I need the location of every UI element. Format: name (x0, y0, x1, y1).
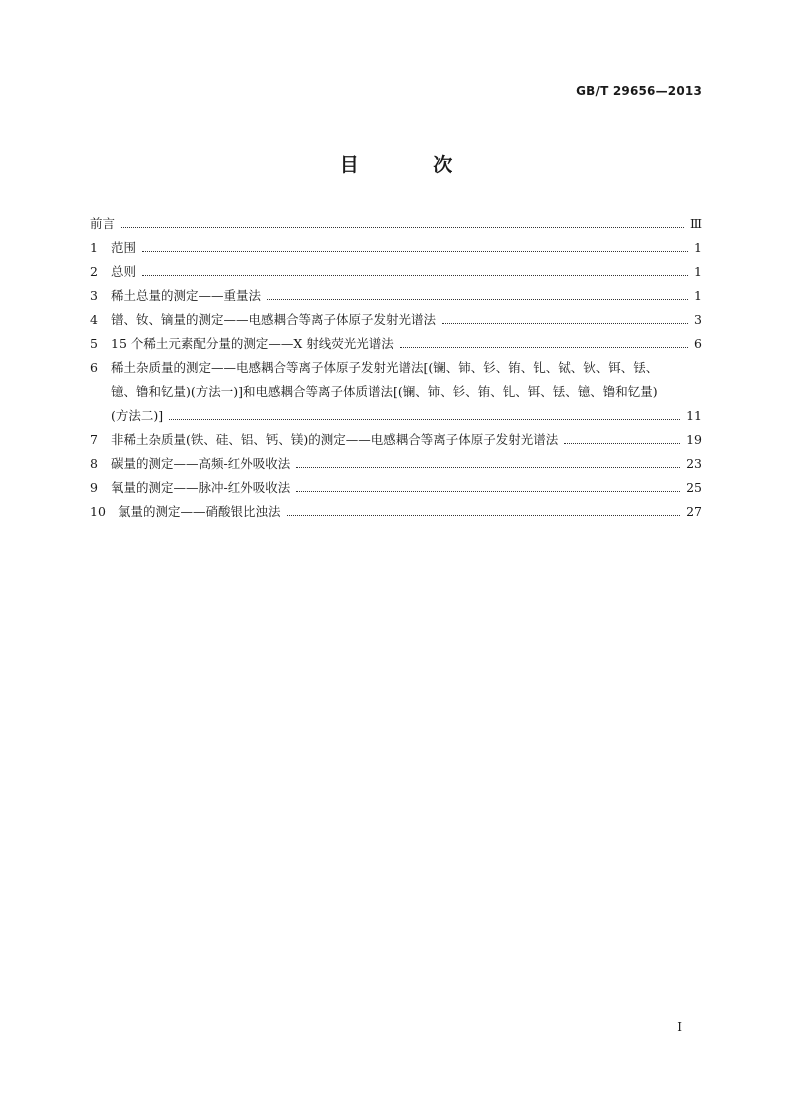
toc-entry-page: 1 (694, 264, 702, 279)
toc-entry-7[interactable] (90, 428, 702, 452)
toc-entry-page: 27 (686, 504, 702, 519)
toc-leader-dots (267, 299, 688, 300)
toc-leader-dots (296, 467, 680, 468)
toc-entry-title: 前言 (90, 216, 116, 231)
toc-leader-dots (296, 491, 680, 492)
toc-entry-title: 15 个稀土元素配分量的测定——X 射线荧光光谱法 (111, 336, 394, 351)
toc-entry-title: 总则 (111, 264, 137, 279)
toc-entry-title: 稀土总量的测定——重量法 (111, 288, 262, 303)
toc-entry-title: 范围 (111, 240, 137, 255)
toc-entry-title: 非稀土杂质量(铁、硅、铝、钙、镁)的测定——电感耦合等离子体原子发射光谱法 (111, 432, 559, 447)
toc-entry-number: 9 (90, 480, 98, 495)
toc-leader-dots (142, 275, 688, 276)
toc-entry-page: 23 (686, 456, 702, 471)
toc-entry-number: 4 (90, 312, 98, 327)
toc-leader-dots (142, 251, 688, 252)
toc-leader-dots (400, 347, 688, 348)
toc-entry-10[interactable] (90, 500, 702, 524)
toc-leader-dots (169, 419, 680, 420)
toc-entry-number: 2 (90, 264, 98, 279)
toc-entry-9[interactable] (90, 476, 702, 500)
toc-entry-title: 碳量的测定——高频-红外吸收法 (111, 456, 291, 471)
toc-leader-dots (564, 443, 680, 444)
toc-entry-foreword[interactable] (90, 212, 702, 236)
toc-entry-page: 25 (686, 480, 702, 495)
toc-leader-dots (121, 227, 684, 228)
toc-entry-number: 5 (90, 336, 98, 351)
toc-entry-page: Ⅲ (689, 216, 702, 231)
toc-entry-3[interactable] (90, 284, 702, 308)
toc-title: 目 次 (339, 154, 487, 176)
toc-entry-number: 1 (90, 240, 98, 255)
toc-entry-title: 氧量的测定——脉冲-红外吸收法 (111, 480, 291, 495)
toc-entry-number: 6 (90, 360, 98, 375)
toc-leader-dots (442, 323, 688, 324)
toc-entry-page: 6 (694, 336, 702, 351)
toc-entry-page: 1 (694, 240, 702, 255)
toc-entry-6[interactable] (90, 356, 702, 428)
toc-entry-page: 11 (686, 408, 702, 423)
toc-entry-8[interactable] (90, 452, 702, 476)
toc-entry-2[interactable] (90, 260, 702, 284)
toc-entry-page: 3 (694, 312, 702, 327)
toc-entry-title-line-3: (方法二)] (111, 408, 164, 423)
toc-entry-4[interactable] (90, 308, 702, 332)
toc-entry-number: 10 (90, 504, 106, 519)
toc-leader-dots (287, 515, 681, 516)
toc-entry-1[interactable] (90, 236, 702, 260)
toc-entry-title: 镨、钕、镝量的测定——电感耦合等离子体原子发射光谱法 (111, 312, 437, 327)
page-number: I (677, 1020, 682, 1034)
table-of-contents (90, 212, 702, 524)
toc-entry-number: 8 (90, 456, 98, 471)
toc-entry-page: 1 (694, 288, 702, 303)
toc-entry-number: 7 (90, 432, 98, 447)
standard-code: GB/T 29656—2013 (576, 84, 702, 98)
toc-entry-number: 3 (90, 288, 98, 303)
toc-entry-5[interactable] (90, 332, 702, 356)
toc-entry-title-line-1: 稀土杂质量的测定——电感耦合等离子体原子发射光谱法[(镧、铈、钐、铕、钆、铽、钬、铒、铥、 (111, 360, 659, 375)
toc-entry-title: 氯量的测定——硝酸银比浊法 (118, 504, 281, 519)
toc-entry-page: 19 (686, 432, 702, 447)
toc-entry-title-line-2: 镱、镥和钇量)(方法一)]和电感耦合等离子体质谱法[(镧、铈、钐、铕、钆、铒、铥、镱、镥和钇量) (111, 384, 658, 399)
